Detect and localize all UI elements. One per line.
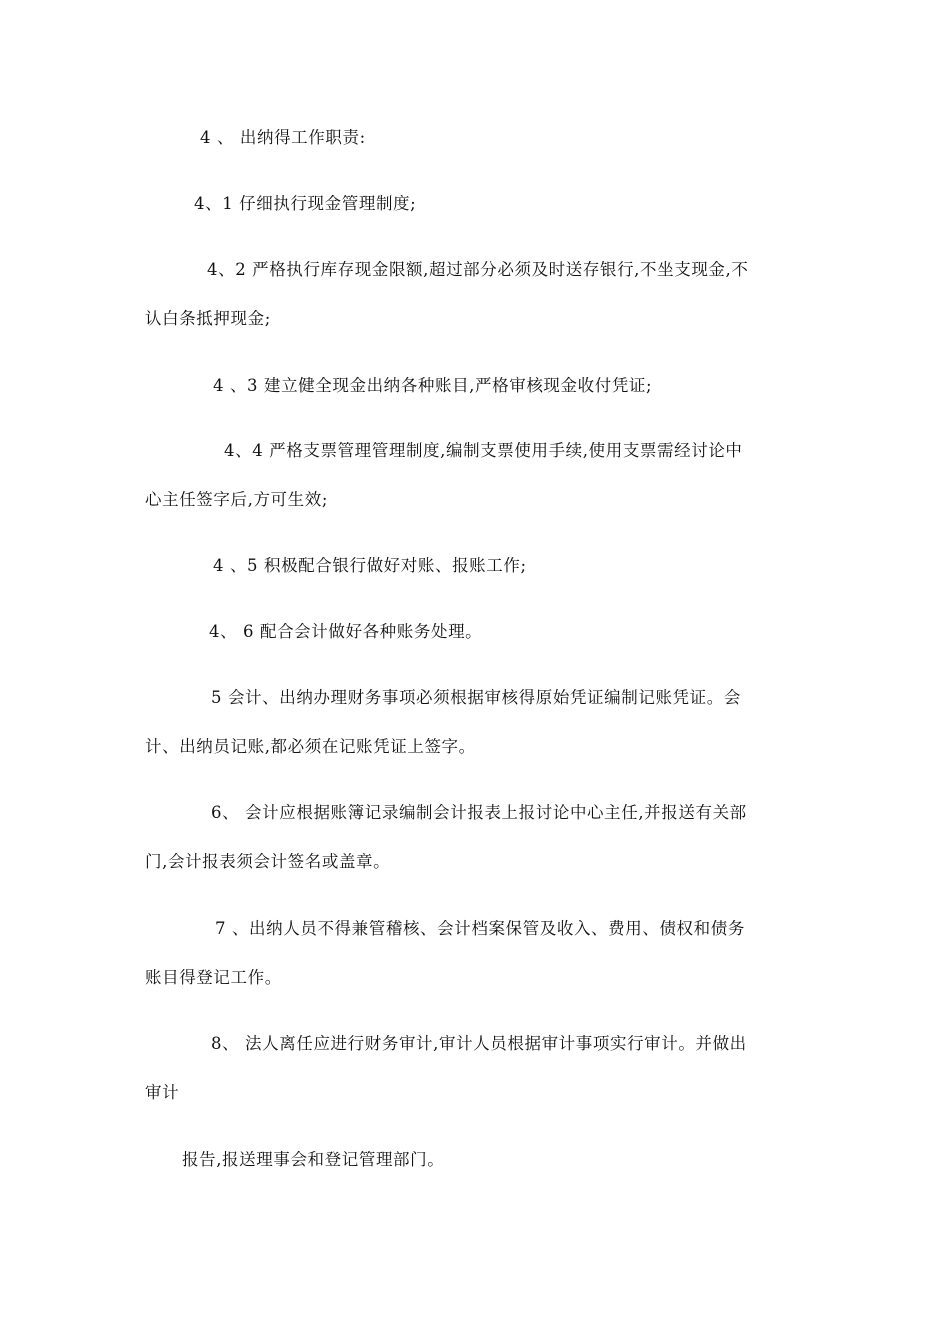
line-cashier-duties-heading: 4 、 出纳得工作职责: [200, 128, 366, 147]
line-8-cont: 审计 [145, 1083, 180, 1102]
line-4-3: 4 、3 建立健全现金出纳各种账目,严格审核现金收付凭证; [213, 376, 653, 395]
line-8: 8、 法人离任应进行财务审计,审计人员根据审计事项实行审计。并做出 [211, 1034, 747, 1053]
line-4-4: 4、4 严格支票管理管理制度,编制支票使用手续,使用支票需经讨论中 [224, 441, 743, 460]
line-7-cont: 账目得登记工作。 [145, 968, 282, 987]
line-5-cont: 计、出纳员记账,都必须在记账凭证上签字。 [145, 737, 476, 756]
line-6-cont: 门,会计报表须会计签名或盖章。 [145, 852, 391, 871]
line-8-report: 报告,报送理事会和登记管理部门。 [182, 1150, 445, 1169]
line-4-1: 4、1 仔细执行现金管理制度; [194, 194, 417, 213]
line-5: 5 会计、出纳办理财务事项必须根据审核得原始凭证编制记账凭证。会 [211, 688, 741, 707]
line-6: 6、 会计应根据账簿记录编制会计报表上报讨论中心主任,并报送有关部 [211, 803, 747, 822]
line-4-6: 4、 6 配合会计做好各种账务处理。 [209, 622, 483, 641]
line-4-4-cont: 心主任签字后,方可生效; [145, 490, 329, 509]
line-4-2-cont: 认白条抵押现金; [145, 309, 271, 328]
line-4-5: 4 、5 积极配合银行做好对账、报账工作; [213, 556, 527, 575]
line-7: 7 、出纳人员不得兼管稽核、会计档案保管及收入、费用、债权和债务 [215, 919, 745, 938]
line-4-2: 4、2 严格执行库存现金限额,超过部分必须及时送存银行,不坐支现金,不 [207, 260, 749, 279]
